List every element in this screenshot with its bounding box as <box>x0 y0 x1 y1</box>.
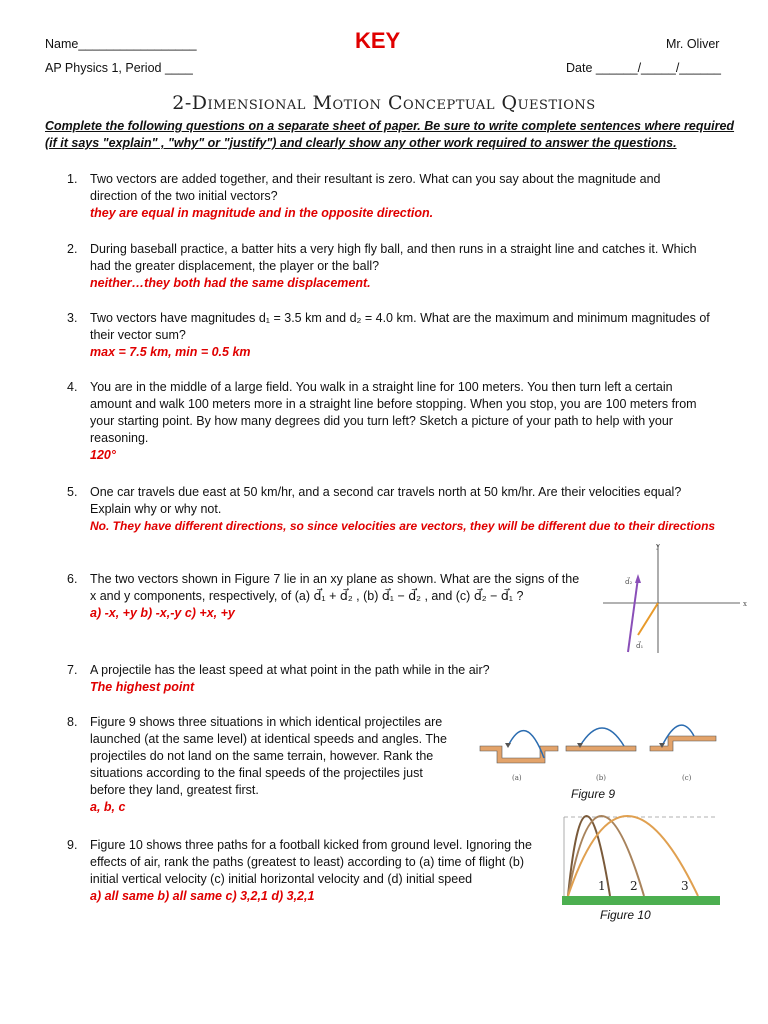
question-4 <box>67 379 740 464</box>
figure-9-label-c: (c) <box>682 774 692 782</box>
vector-d2-label: d⃗₂ <box>625 578 633 586</box>
trajectory-a <box>508 731 544 758</box>
question-9 <box>67 837 560 905</box>
question-6 <box>67 571 590 622</box>
question-text-line: During baseball practice, a batter hits a very high fly ball, and then runs in a straight line and catches it. Which <box>90 242 697 256</box>
vector-d1-label: d⃗₁ <box>636 642 644 650</box>
question-number: 1. <box>67 172 78 186</box>
question-3 <box>67 310 740 361</box>
question-text-line: their vector sum? <box>90 328 186 342</box>
vector-d2-arrowhead <box>635 574 641 583</box>
question-5 <box>67 484 750 535</box>
path-2-label: 2 <box>630 879 638 893</box>
answer: a) all same b) all same c) 3,2,1 d) 3,2,1 <box>90 889 315 903</box>
figure-10-football-paths <box>562 812 720 906</box>
question-number: 4. <box>67 380 78 394</box>
terrain-a <box>480 746 558 763</box>
y-axis-label: y <box>656 542 660 550</box>
question-number: 2. <box>67 242 78 256</box>
question-text-line: Explain why or why not. <box>90 502 222 516</box>
question-text-line: x and y components, respectively, of (a) d⃗₁ + d⃗₂ , (b) d⃗₁ − d⃗₂ , and (c) d⃗₂ − d⃗₁ ? <box>90 589 524 603</box>
answer: a, b, c <box>90 800 126 814</box>
question-text-line: launched (at the same level) at identical speeds and angles. The <box>90 732 447 746</box>
question-number: 9. <box>67 838 78 852</box>
question-text-line: direction of the two initial vectors? <box>90 189 278 203</box>
question-text-line: amount and walk 100 meters more in a straight line before stopping. When you stop, you are 100 meters from <box>90 397 697 411</box>
answer: No. They have different directions, so since velocities are vectors, they will be different due to their directions <box>90 519 716 533</box>
question-text-line: Two vectors are added together, and their resultant is zero. What can you say about the magnitude and <box>90 172 661 186</box>
path-3-label: 3 <box>681 879 689 893</box>
figure-9-label-a: (a) <box>512 774 522 782</box>
figure-9-caption: Figure 9 <box>571 787 616 801</box>
class-period-label: AP Physics 1, Period ____ <box>45 61 193 75</box>
x-axis-label: x <box>743 600 747 608</box>
key-label: KEY <box>355 28 401 53</box>
vector-d2 <box>628 578 638 652</box>
answer: max = 7.5 km, min = 0.5 km <box>90 345 251 359</box>
date-field-label: Date ______/_____/______ <box>566 61 722 75</box>
question-number: 3. <box>67 311 78 325</box>
answer: 120° <box>90 448 116 462</box>
terrain-b <box>566 746 636 751</box>
question-7 <box>67 662 590 696</box>
question-text-line: situations according to the final speeds of the projectiles just <box>90 766 423 780</box>
question-text-line: reasoning. <box>90 431 149 445</box>
question-text-line: Figure 9 shows three situations in which identical projectiles are <box>90 715 443 729</box>
question-number: 5. <box>67 485 78 499</box>
question-text-line: projectiles do not land on the same terrain, however. Rank the <box>90 749 434 763</box>
teacher-name: Mr. Oliver <box>666 37 720 51</box>
name-field-label: Name_________________ <box>45 37 197 51</box>
question-text-line: before they land, greatest first. <box>90 783 259 797</box>
question-1 <box>67 171 740 222</box>
question-text-line: initial vertical velocity (c) initial horizontal velocity and (d) initial speed <box>90 872 473 886</box>
answer: they are equal in magnitude and in the opposite direction. <box>90 206 434 220</box>
question-number: 7. <box>67 663 78 677</box>
answer: neither…they both had the same displacement. <box>90 276 371 290</box>
answer: a) -x, +y b) -x,-y c) +x, +y <box>90 606 235 620</box>
question-2 <box>67 241 740 292</box>
question-number: 8. <box>67 715 78 729</box>
path-1-label: 1 <box>598 879 606 893</box>
question-text-line: A projectile has the least speed at what point in the path while in the air? <box>90 663 490 677</box>
question-text-line: had the greater displacement, the player or the ball? <box>90 259 380 273</box>
instructions-line-2: (if it says "explain" , "why" or "justify") and clearly show any other work required to answer the questions. <box>45 136 677 150</box>
question-text-line: Figure 10 shows three paths for a football kicked from ground level. Ignoring the <box>90 838 532 852</box>
page-title: 2-Dimensional Motion Conceptual Questions <box>172 92 596 114</box>
question-text-line: The two vectors shown in Figure 7 lie in an xy plane as shown. What are the signs of the <box>90 572 580 586</box>
instructions <box>45 118 745 152</box>
figure-9-projectile-diagrams <box>478 718 724 784</box>
trajectory-b <box>580 728 624 746</box>
question-text-line: One car travels due east at 50 km/hr, and a second car travels north at 50 km/hr. Are their velocities equal? <box>90 485 682 499</box>
figure-7-vector-diagram <box>598 540 750 656</box>
ground <box>562 896 720 905</box>
vector-d1 <box>638 603 658 635</box>
question-text-line: effects of air, rank the paths (greatest to least) according to (a) time of flight (b) <box>90 855 525 869</box>
figure-9-label-b: (b) <box>596 774 606 782</box>
question-text-line: Two vectors have magnitudes d₁ = 3.5 km and d₂ = 4.0 km. What are the maximum and minimum magnitudes of <box>90 311 710 325</box>
instructions-line-1: Complete the following questions on a separate sheet of paper. Be sure to write complete sentences where required <box>45 119 735 133</box>
question-number: 6. <box>67 572 78 586</box>
figure-10-caption: Figure 10 <box>600 908 651 922</box>
answer: The highest point <box>90 680 195 694</box>
launcher-a-icon <box>505 743 511 748</box>
question-text-line: your starting point. By how many degrees did you turn left? Sketch a picture of your path to help with your <box>90 414 673 428</box>
trajectory-c <box>662 725 694 746</box>
question-8 <box>67 714 470 816</box>
question-text-line: You are in the middle of a large field. You walk in a straight line for 100 meters. You then turn left a certain <box>90 380 673 394</box>
